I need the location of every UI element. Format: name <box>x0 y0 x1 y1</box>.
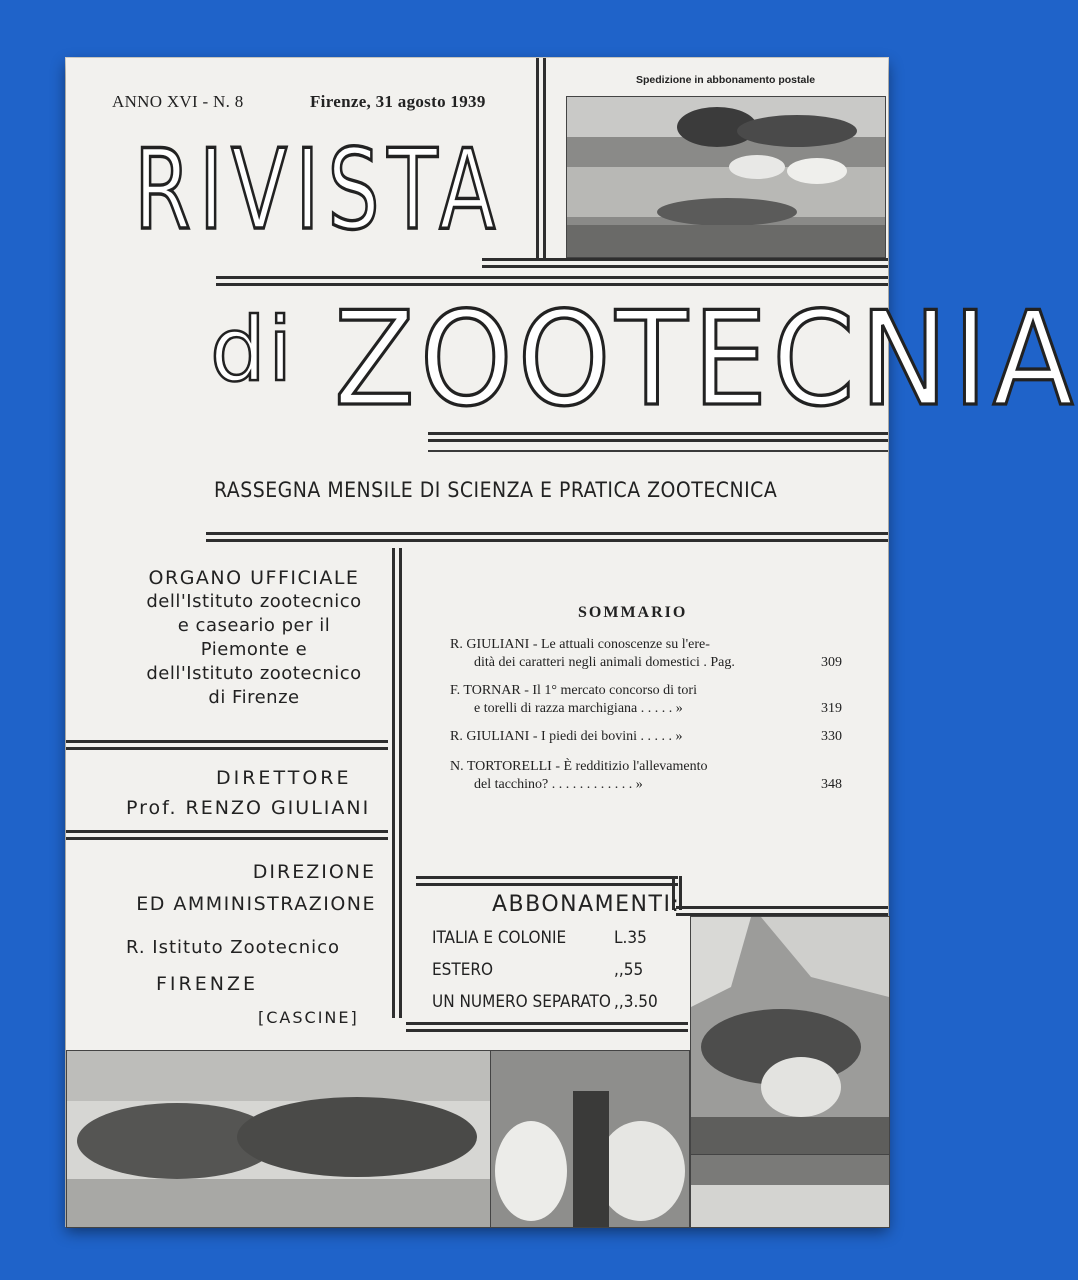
postal-note: Spedizione in abbonamento postale <box>636 74 816 86</box>
sommario-entry <box>450 636 842 672</box>
frame-rule <box>416 876 678 886</box>
entry-text: del tacchino? . . . . . . . . . . . . » <box>474 777 643 792</box>
masthead-rivista: RIVISTA <box>134 126 504 255</box>
sommario-entry <box>450 682 842 718</box>
frame-rule <box>66 740 388 750</box>
frame-rule <box>428 432 888 442</box>
frame-rule <box>392 548 402 1018</box>
organ-line: e caseario per il <box>177 615 331 636</box>
entry-text: F. TORNAR - Il 1° mercato concorso di tori <box>450 683 697 698</box>
entry-page: 319 <box>821 701 842 716</box>
organ-line: dell'Istituto zootecnico <box>146 663 362 684</box>
entry-text: dità dei caratteri negli animali domestici . Pag. <box>474 655 735 670</box>
frame-rule <box>406 1022 688 1032</box>
admin-line: ED AMMINISTRAZIONE <box>136 893 376 915</box>
frame-rule <box>482 258 888 268</box>
abb-price: L.35 <box>614 928 647 948</box>
organ-line: dell'Istituto zootecnico <box>146 591 362 612</box>
organ-block <box>124 566 384 710</box>
goats-shepherd-photo <box>490 1050 690 1228</box>
admin-location: [CASCINE] <box>258 1008 359 1027</box>
sommario-title: SOMMARIO <box>578 604 688 621</box>
organ-line: Piemonte e <box>200 639 308 660</box>
abb-price: ,,3.50 <box>614 992 658 1012</box>
abb-label: ITALIA E COLONIE <box>432 928 567 948</box>
entry-text: e torelli di razza marchigiana . . . . . » <box>474 701 683 716</box>
entry-text: R. GIULIANI - Le attuali conoscenze su l'ere- <box>450 637 710 652</box>
sommario-entry <box>450 728 842 746</box>
admin-line: R. Istituto Zootecnico <box>126 937 341 958</box>
cattle-river-photo <box>566 96 886 258</box>
admin-city: FIRENZE <box>156 973 258 995</box>
horses-herd-photo <box>66 1050 492 1228</box>
abb-label: ESTERO <box>432 960 494 980</box>
sommario-list <box>450 636 842 794</box>
entry-text: N. TORTORELLI - È redditizio l'allevamento <box>450 759 708 774</box>
admin-line: DIREZIONE <box>252 861 376 883</box>
place-date: Firenze, 31 agosto 1939 <box>310 92 486 111</box>
cows-mountain-photo <box>690 916 890 1156</box>
masthead-di: di <box>210 298 295 401</box>
frame-rule <box>428 450 888 452</box>
director-name: Prof. RENZO GIULIANI <box>126 797 371 819</box>
entry-text: R. GIULIANI - I piedi dei bovini . . . . . » <box>450 729 683 744</box>
frame-rule <box>206 532 888 542</box>
frame-rule <box>676 906 888 916</box>
abbonamenti-title: ABBONAMENTI: <box>492 892 681 917</box>
masthead-zootecnia: ZOOTECNIA <box>334 283 1078 435</box>
entry-page: 309 <box>821 655 842 670</box>
entry-page: 348 <box>821 777 842 792</box>
frame-rule <box>536 58 546 258</box>
organ-line: ORGANO UFFICIALE <box>148 567 360 589</box>
issue-number: ANNO XVI - N. 8 <box>112 92 244 111</box>
entry-page: 330 <box>821 729 842 744</box>
organ-line: di Firenze <box>208 687 300 708</box>
magazine-cover <box>66 58 1078 1226</box>
sommario-entry <box>450 758 842 794</box>
abb-price: ,,55 <box>614 960 644 980</box>
subtitle: RASSEGNA MENSILE DI SCIENZA E PRATICA ZOOTECNICA <box>214 478 778 502</box>
sheep-flock-photo <box>690 1154 890 1228</box>
director-heading: DIRETTORE <box>216 767 352 789</box>
abb-label: UN NUMERO SEPARATO <box>432 992 611 1012</box>
frame-rule <box>66 830 388 840</box>
